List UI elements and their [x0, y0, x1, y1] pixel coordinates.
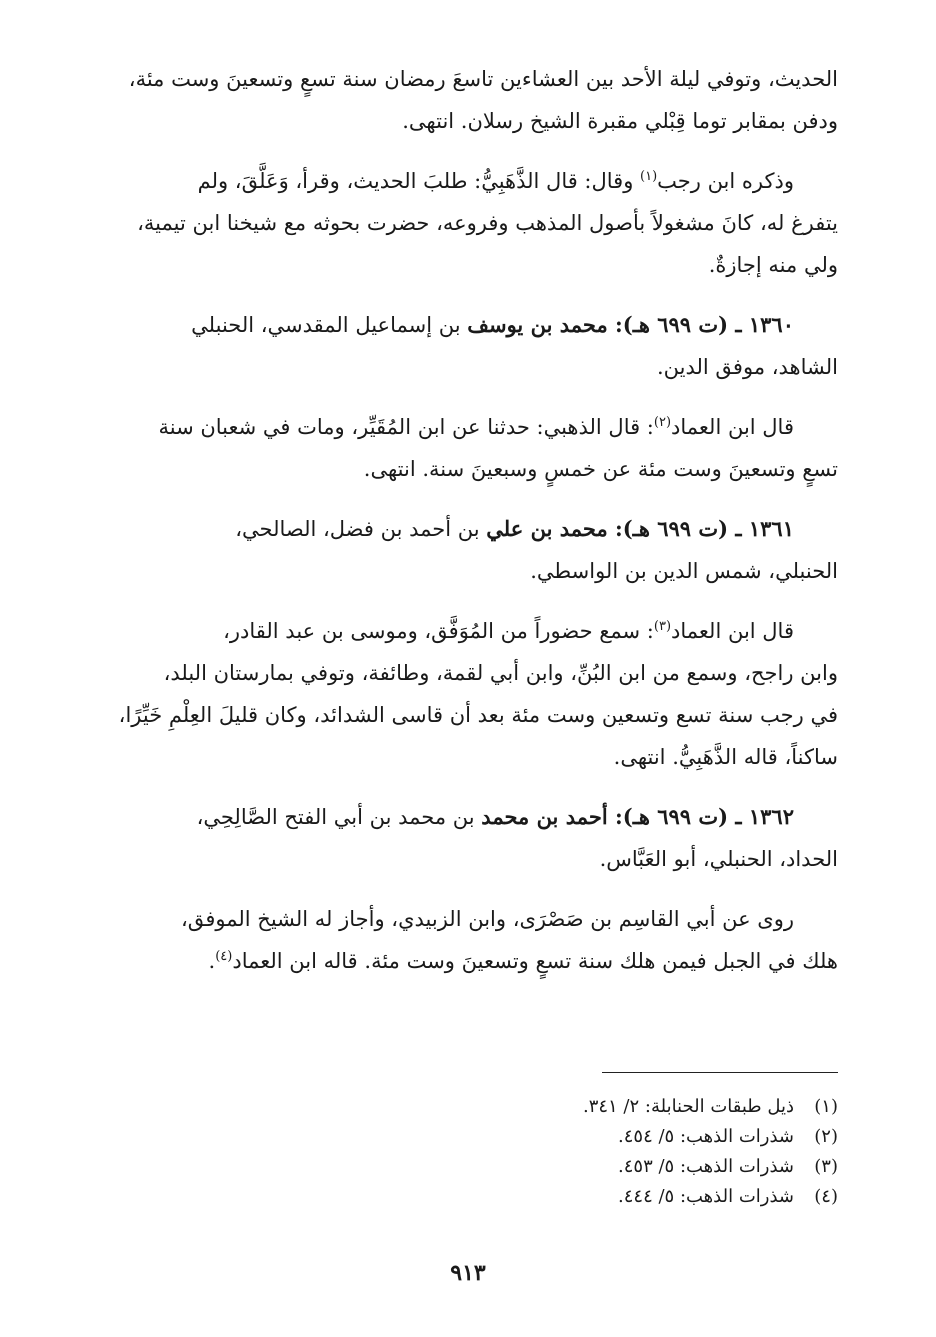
text-line: الحديث، وتوفي ليلة الأحد بين العشاءين تاسعَ رمضان سنة تسعٍ وتسعينَ وست مئة،	[128, 67, 838, 91]
text-line	[98, 940, 838, 982]
text-run: .	[208, 949, 216, 973]
entry-1360	[98, 304, 838, 388]
text-line: ولي منه إجازةٌ.	[708, 253, 838, 277]
footnote-ref: (٤)	[215, 949, 233, 964]
text-run: وقال: قال الذَّهَبِيُّ: طلبَ الحديث، وقرأ، وَعَلَّقَ، ولم	[197, 169, 641, 193]
footnote-item	[438, 1122, 838, 1152]
page-number: ٩١٣	[450, 1260, 486, 1286]
text-run: بن محمد بن أبي الفتح الصَّالِحِي،	[196, 805, 482, 829]
page-body	[98, 58, 838, 1000]
footnote-number: (٤)	[814, 1186, 838, 1207]
entry-heading	[98, 508, 838, 550]
footnote-item	[438, 1092, 838, 1122]
text-run: قال ابن العماد	[671, 619, 794, 643]
text-run: : سمع حضوراً من المُوَفَّق، وموسى بن عبد القادر،	[223, 619, 654, 643]
footnote-text: شذرات الذهب: ٥/ ٤٥٤.	[618, 1126, 794, 1147]
footnote-text: شذرات الذهب: ٥/ ٤٤٤.	[618, 1186, 794, 1207]
footnote-ref: (٣)	[653, 619, 672, 634]
text-line: الحنبلي، شمس الدين بن الواسطي.	[530, 559, 838, 583]
text-line	[98, 160, 838, 202]
text-run: وذكره ابن رجب	[657, 169, 794, 193]
footnote-ref: (١)	[640, 169, 658, 184]
footnotes	[438, 1092, 838, 1212]
paragraph-4	[98, 406, 838, 490]
text-line: يتفرغ له، كانَ مشغولاً بأصول المذهب وفروعه، حضرت بحوثه مع شيخنا ابن تيمية،	[137, 211, 838, 235]
footnote-item	[438, 1152, 838, 1182]
text-line: روى عن أبي القاسِم بن صَصْرَى، وابن الزبيدي، وأجاز له الشيخ الموفق،	[181, 907, 794, 931]
paragraph-8	[98, 898, 838, 982]
paragraph-2	[98, 160, 838, 286]
footnote-ref: (٢)	[653, 415, 672, 430]
entry-number-and-name: ١٣٦١ ـ (ت ٦٩٩ هـ): محمد بن علي	[486, 516, 794, 541]
text-run: : قال الذهبي: حدثنا عن ابن المُقَيِّر، ومات في شعبان سنة	[158, 415, 654, 439]
footnote-text: ذيل طبقات الحنابلة: ٢/ ٣٤١.	[582, 1096, 794, 1117]
paragraph-6	[98, 610, 838, 778]
text-line: الشاهد، موفق الدين.	[656, 355, 838, 379]
text-line	[98, 610, 838, 652]
footnote-divider	[602, 1072, 838, 1073]
text-line: في رجب سنة تسع وتسعين وست مئة بعد أن قاسى الشدائد، وكان قليلَ العِلْمِ خَيِّرًا،	[118, 703, 838, 727]
footnote-item	[438, 1182, 838, 1212]
footnote-number: (٣)	[814, 1156, 838, 1177]
footnote-number: (١)	[814, 1096, 838, 1117]
text-run: قال ابن العماد	[671, 415, 794, 439]
entry-number-and-name: ١٣٦٠ ـ (ت ٦٩٩ هـ): محمد بن يوسف	[467, 312, 794, 337]
text-line: تسعٍ وتسعينَ وست مئة عن خمسٍ وسبعينَ سنة. انتهى.	[363, 457, 838, 481]
text-line: ساكناً، قاله الذَّهَبِيُّ. انتهى.	[613, 745, 838, 769]
text-line: ودفن بمقابر توما قِبْلي مقبرة الشيخ رسلان. انتهى.	[402, 109, 838, 133]
text-line: الحداد، الحنبلي، أبو العَبَّاس.	[599, 847, 838, 871]
text-line: وابن راجح، وسمع من ابن البُنِّ، وابن أبي لقمة، وطائفة، وتوفي بمارستان البلد،	[163, 661, 838, 685]
entry-number-and-name: ١٣٦٢ ـ (ت ٦٩٩ هـ): أحمد بن محمد	[481, 804, 794, 829]
entry-1362	[98, 796, 838, 880]
entry-heading	[98, 304, 838, 346]
footnote-number: (٢)	[814, 1126, 838, 1147]
text-run: بن إسماعيل المقدسي، الحنبلي	[191, 313, 468, 337]
entry-heading	[98, 796, 838, 838]
text-run: هلك في الجبل فيمن هلك سنة تسعٍ وتسعينَ وست مئة. قاله ابن العماد	[232, 949, 838, 973]
text-line	[98, 406, 838, 448]
footnote-text: شذرات الذهب: ٥/ ٤٥٣.	[618, 1156, 794, 1177]
text-run: بن أحمد بن فضل، الصالحي،	[235, 517, 487, 541]
paragraph-1	[98, 58, 838, 142]
entry-1361	[98, 508, 838, 592]
